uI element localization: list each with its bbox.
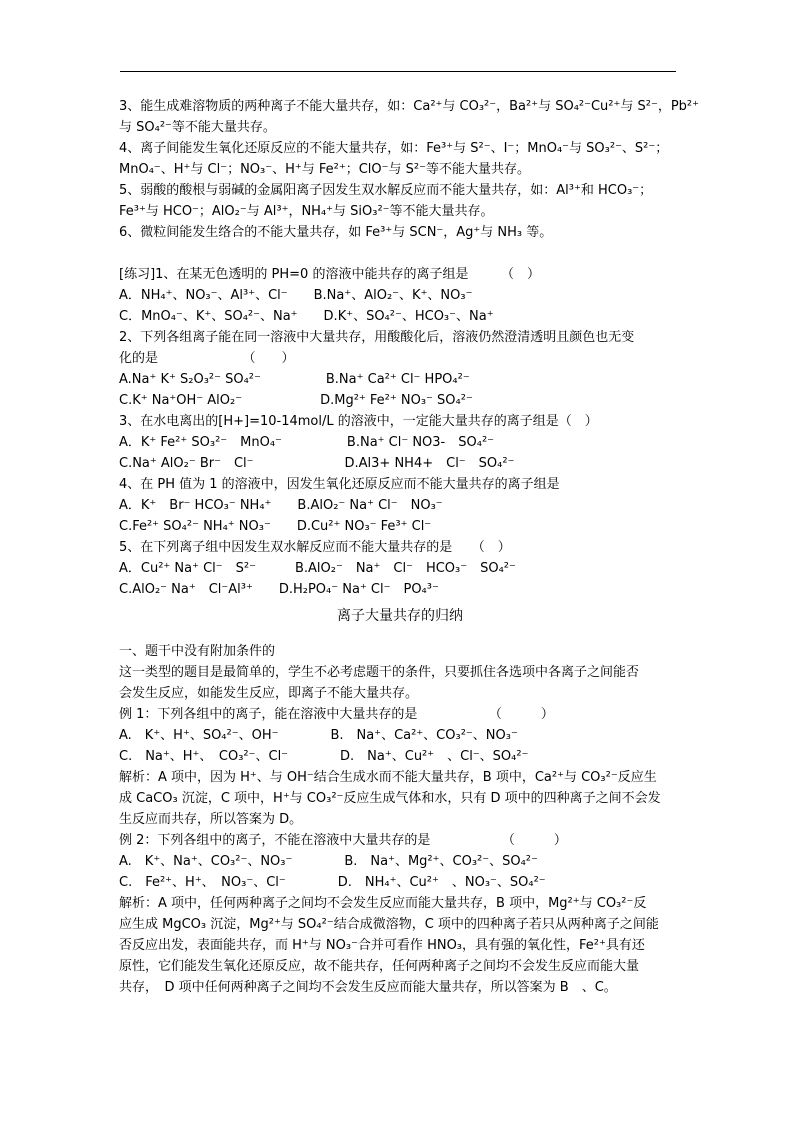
rule-line: 5、弱酸的酸根与弱碱的金属阳离子因发生双水解反应而不能大量共存，如：Al³⁺和 HCO₃⁻； bbox=[119, 183, 653, 198]
example-options: A. K⁺、Na⁺、CO₃²⁻、NO₃⁻ B. Na⁺、Mg²⁺、CO₃²⁻、SO₄²⁻ bbox=[119, 854, 538, 869]
exercise-question: 3、在水电离出的[H+]=10-14mol/L 的溶液中，一定能大量共存的离子组是（ ） bbox=[119, 414, 598, 429]
exercise-options: C.Fe²⁺ SO₄²⁻ NH₄⁺ NO₃⁻ D.Cu²⁺ NO₃⁻ Fe³⁺ Cl⁻ bbox=[119, 519, 432, 534]
example-options: A. K⁺、H⁺、SO₄²⁻、OH⁻ B. Na⁺、Ca²⁺、CO₃²⁻、NO₃⁻ bbox=[119, 728, 518, 743]
rule-line: 3、能生成难溶物质的两种离子不能大量共存，如：Ca²⁺与 CO₃²⁻，Ba²⁺与 SO₄²⁻Cu²⁺与 S²⁻，Pb²⁺ bbox=[119, 99, 699, 114]
summary-heading: 一、题干中没有附加条件的 bbox=[119, 644, 276, 659]
summary-section bbox=[119, 641, 681, 998]
exercise-options: A．Cu²⁺ Na⁺ Cl⁻ S²⁻ B.AlO₂⁻ Na⁺ Cl⁻ HCO₃⁻ SO₄²⁻ bbox=[119, 561, 516, 576]
exercise-question: [练习]1、在某无色透明的 PH=0 的溶液中能共存的离子组是 （ ） bbox=[119, 267, 540, 282]
exercise-options: A．NH₄⁺、NO₃⁻、Al³⁺、Cl⁻ B.Na⁺、AlO₂⁻、K⁺、NO₃⁻ bbox=[119, 288, 473, 303]
exercise-question: 5、在下列离子组中因发生双水解反应而不能大量共存的是 （ ） bbox=[119, 540, 511, 555]
exercise-options: A．K⁺ Br⁻ HCO₃⁻ NH₄⁺ B.AlO₂⁻ Na⁺ Cl⁻ NO₃⁻ bbox=[119, 498, 443, 513]
exercise-options: C.AlO₂⁻ Na⁺ Cl⁻Al³⁺ D.H₂PO₄⁻ Na⁺ Cl⁻ PO₄³⁻ bbox=[119, 582, 439, 597]
spacer bbox=[119, 243, 681, 264]
exercise-question: 化的是 （ ） bbox=[119, 351, 295, 366]
example-solution: 成 CaCO₃ 沉淀，C 项中，H⁺与 CO₃²⁻反应生成气体和水，只有 D 项中的四种离子之间不会发 bbox=[119, 791, 661, 806]
rule-line: 与 SO₄²⁻等不能大量共存。 bbox=[119, 120, 276, 135]
example-solution: 否反应出发，表面能共存，而 H⁺与 NO₃⁻合并可看作 HNO₃，具有强的氧化性，Fe²⁺具有还 bbox=[119, 938, 645, 953]
rule-line: Fe³⁺与 HCO⁻；AlO₂⁻与 Al³⁺，NH₄⁺与 SiO₃²⁻等不能大量共存。 bbox=[119, 204, 494, 219]
rule-line: MnO₄⁻、H⁺与 Cl⁻；NO₃⁻、H⁺与 Fe²⁺；ClO⁻与 S²⁻等不能大量共存。 bbox=[119, 162, 530, 177]
example-solution: 原性，它们能发生氧化还原反应，故不能共存，任何两种离子之间均不会发生反应而能大量 bbox=[119, 959, 640, 974]
summary-text: 会发生反应，如能发生反应，即离子不能大量共存。 bbox=[119, 686, 419, 701]
rule-line: 4、离子间能发生氧化还原反应的不能大量共存，如：Fe³⁺与 S²⁻、I⁻；MnO₄⁻与 SO₃²⁻、S²⁻； bbox=[119, 141, 669, 156]
example-solution: 生反应而共存，所以答案为 D。 bbox=[119, 812, 303, 827]
example-question: 例 1：下列各组中的离子，能在溶液中大量共存的是 （ ） bbox=[119, 707, 554, 722]
exercise-options: A．K⁺ Fe²⁺ SO₃²⁻ MnO₄⁻ B.Na⁺ Cl⁻ NO3- SO₄²⁻ bbox=[119, 435, 495, 450]
exercise-section bbox=[119, 264, 681, 600]
example-solution: 应生成 MgCO₃ 沉淀，Mg²⁺与 SO₄²⁻结合成微溶物，C 项中的四种离子若只从两种离子之间能 bbox=[119, 917, 659, 932]
rules-list bbox=[119, 96, 699, 243]
exercise-options: C．MnO₄⁻、K⁺、SO₄²⁻、Na⁺ D.K⁺、SO₄²⁻、HCO₃⁻、Na⁺ bbox=[119, 309, 494, 324]
example-options: C. Na⁺、H⁺、 CO₃²⁻、Cl⁻ D. Na⁺、Cu²⁺ 、Cl⁻、SO₄²⁻ bbox=[119, 749, 529, 764]
example-question: 例 2：下列各组中的离子，不能在溶液中大量共存的是 （ ） bbox=[119, 833, 567, 848]
exercise-options: C.K⁺ Na⁺OH⁻ AlO₂⁻ D.Mg²⁺ Fe²⁺ NO₃⁻ SO₄²⁻ bbox=[119, 393, 473, 408]
header-rule bbox=[120, 71, 676, 72]
rule-line: 6、微粒间能发生络合的不能大量共存，如 Fe³⁺与 SCN⁻，Ag⁺与 NH₃ 等。 bbox=[119, 225, 553, 240]
example-solution: 解析：A 项中，任何两种离子之间均不会发生反应而能大量共存，B 项中，Mg²⁺与 CO₃²⁻反 bbox=[119, 896, 647, 911]
exercise-options: A.Na⁺ K⁺ S₂O₃²⁻ SO₄²⁻ B.Na⁺ Ca²⁺ Cl⁻ HPO₄²⁻ bbox=[119, 372, 470, 387]
example-options: C. Fe²⁺、H⁺、 NO₃⁻、Cl⁻ D. NH₄⁺、Cu²⁺ 、NO₃⁻、SO₄²⁻ bbox=[119, 875, 546, 890]
exercise-options: C.Na⁺ AlO₂⁻ Br⁻ Cl⁻ D.Al3+ NH4+ Cl⁻ SO₄²⁻ bbox=[119, 456, 515, 471]
section-title: 离子大量共存的归纳 bbox=[337, 608, 463, 624]
example-solution: 共存， D 项中任何两种离子之间均不会发生反应而能大量共存，所以答案为 B 、C。 bbox=[119, 980, 617, 995]
example-solution: 解析：A 项中，因为 H⁺、与 OH⁻结合生成水而不能大量共存，B 项中，Ca²⁺与 CO₃²⁻反应生 bbox=[119, 770, 657, 785]
exercise-question: 2、下列各组离子能在同一溶液中大量共存，用酸酸化后，溶液仍然澄清透明且颜色也无变 bbox=[119, 330, 635, 345]
document-body bbox=[119, 96, 699, 998]
exercise-question: 4、在 PH 值为 1 的溶液中，因发生氧化还原反应而不能大量共存的离子组是 bbox=[119, 477, 560, 492]
summary-text: 这一类型的题目是最简单的，学生不必考虑题干的条件，只要抓住各选项中各离子之间能否 bbox=[119, 665, 640, 680]
